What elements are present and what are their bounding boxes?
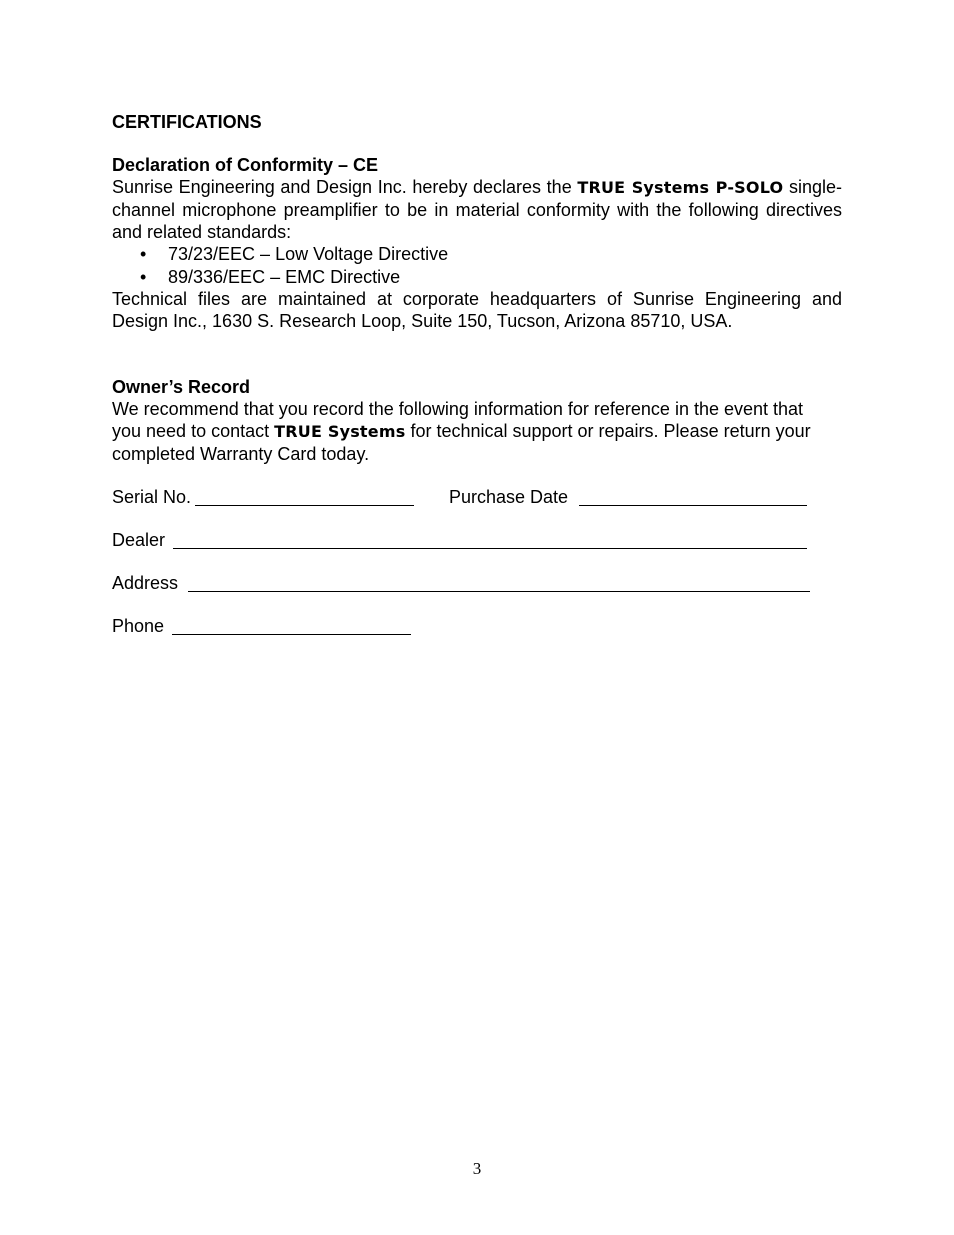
serial-number-field[interactable] bbox=[195, 486, 414, 506]
brand-product-name: TRUE Systems P-SOLO bbox=[577, 178, 784, 197]
ce-declaration-text bbox=[112, 176, 842, 243]
purchase-date-field[interactable] bbox=[579, 486, 807, 506]
address-field[interactable] bbox=[188, 572, 810, 592]
phone-row bbox=[112, 615, 842, 637]
dealer-row bbox=[112, 529, 842, 551]
list-item bbox=[112, 243, 842, 266]
serial-purchase-row bbox=[112, 486, 842, 508]
owners-record-intro: We recommend that you record the following information for reference in the event that you need to contact bbox=[112, 399, 804, 441]
certifications-heading: CERTIFICATIONS bbox=[112, 112, 262, 132]
bullet-icon: • bbox=[140, 266, 147, 287]
document-page bbox=[112, 111, 842, 637]
phone-label: Phone bbox=[112, 616, 165, 636]
owners-record-title: Owner’s Record bbox=[112, 377, 251, 397]
directive-text: 73/23/EEC – Low Voltage Directive bbox=[168, 244, 449, 264]
page-number: 3 bbox=[472, 1159, 482, 1178]
ce-declaration-title: Declaration of Conformity – CE bbox=[112, 155, 379, 175]
address-row bbox=[112, 572, 842, 594]
owners-record-section bbox=[112, 376, 842, 637]
serial-number-label: Serial No. bbox=[112, 487, 192, 507]
directive-text: 89/336/EEC – EMC Directive bbox=[168, 266, 401, 287]
address-label: Address bbox=[112, 573, 179, 593]
ce-intro-continued: single-channel microphone preamplifier to be in material conformity with the following directives and related standards: bbox=[112, 177, 842, 242]
owners-record-text bbox=[112, 398, 837, 465]
bullet-icon: • bbox=[140, 244, 147, 264]
directives-list bbox=[112, 243, 842, 288]
dealer-label: Dealer bbox=[112, 530, 166, 550]
dealer-field[interactable] bbox=[173, 529, 807, 549]
ce-intro-text: Sunrise Engineering and Design Inc. hereby declares the bbox=[112, 177, 578, 197]
list-item bbox=[112, 266, 842, 289]
brand-name: TRUE Systems bbox=[274, 422, 406, 441]
owners-record-continued: for technical support or repairs. Please return your completed Warranty Card today. bbox=[112, 421, 811, 464]
phone-field[interactable] bbox=[172, 615, 411, 635]
purchase-date-label: Purchase Date bbox=[449, 487, 569, 507]
technical-files-text: Technical files are maintained at corporate headquarters of Sunrise Engineering and Design Inc., 1630 S. Research Loop, Suite 150, Tucson, Arizona 85710, USA. bbox=[112, 289, 842, 331]
